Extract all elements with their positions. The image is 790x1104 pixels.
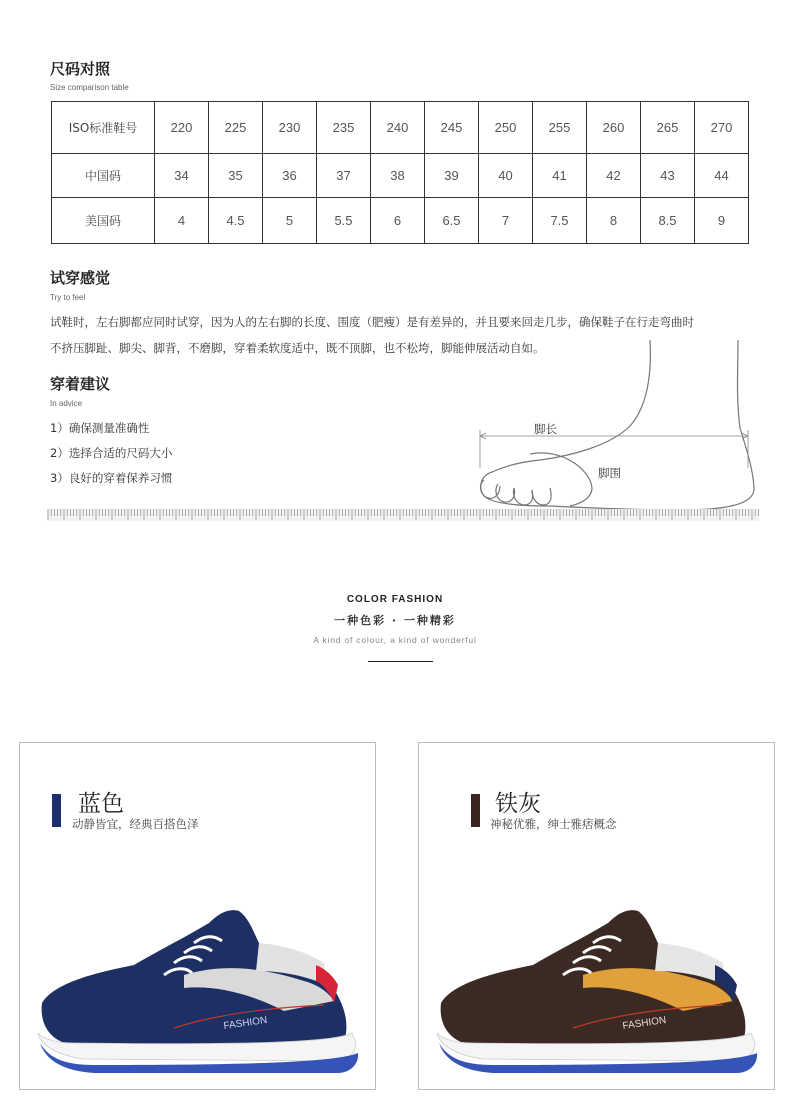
advice-item: 3）良好的穿着保养习惯 [50, 471, 173, 485]
table-cell: 240 [371, 102, 425, 154]
advice-section-subtitle: In advice [50, 399, 83, 408]
table-cell: 270 [695, 102, 749, 154]
table-cell: 38 [371, 154, 425, 198]
table-cell: 220 [155, 102, 209, 154]
table-cell: 35 [209, 154, 263, 198]
divider-line [368, 661, 433, 662]
table-cell: 43 [641, 154, 695, 198]
feel-paragraph-line-1: 试鞋时，左右脚都应同时试穿，因为人的左右脚的长度、围度（肥瘦）是有差异的，并且要来回走几步，确保鞋子在行走弯曲时 [50, 315, 694, 329]
feel-paragraph-line-2: 不挤压脚趾、脚尖、脚背，不磨脚，穿着柔软度适中，既不顶脚，也不松垮，脚能伸展活动自如。 [50, 341, 545, 355]
table-cell: 265 [641, 102, 695, 154]
table-cell: 36 [263, 154, 317, 198]
product-name: 蓝色 [78, 791, 124, 817]
table-cell: 6 [371, 198, 425, 244]
ruler-divider [47, 509, 759, 521]
advice-item: 2）选择合适的尺码大小 [50, 446, 173, 460]
table-cell: 225 [209, 102, 263, 154]
table-cell: 9 [695, 198, 749, 244]
row-label: 美国码 [52, 198, 155, 244]
feel-section-subtitle: Try to feel [50, 293, 86, 302]
foot-length-label: 脚长 [534, 422, 557, 436]
table-cell: 7 [479, 198, 533, 244]
product-desc: 神秘优雅，绅士雅痞概念 [490, 817, 617, 831]
table-cell: 44 [695, 154, 749, 198]
table-cell: 235 [317, 102, 371, 154]
table-cell: 40 [479, 154, 533, 198]
table-cell: 7.5 [533, 198, 587, 244]
table-cell: 6.5 [425, 198, 479, 244]
advice-item: 1）确保测量准确性 [50, 421, 150, 435]
color-fashion-en: A kind of colour, a kind of wonderful [313, 635, 477, 645]
feel-section-title: 试穿感觉 [50, 269, 111, 287]
table-cell: 230 [263, 102, 317, 154]
size-section-subtitle: Size comparison table [50, 83, 129, 92]
accent-bar [471, 794, 480, 827]
color-fashion-cn: 一种色彩 · 一种精彩 [334, 614, 456, 627]
table-cell: 8.5 [641, 198, 695, 244]
shoe-brand-text: FASHION [621, 1014, 667, 1032]
table-cell: 37 [317, 154, 371, 198]
table-cell: 250 [479, 102, 533, 154]
foot-girth-label: 脚围 [598, 466, 621, 480]
table-cell: 260 [587, 102, 641, 154]
accent-bar [52, 794, 61, 827]
row-label: ISO标准鞋号 [52, 102, 155, 154]
table-cell: 42 [587, 154, 641, 198]
advice-section-title: 穿着建议 [50, 375, 111, 393]
table-cell: 4 [155, 198, 209, 244]
table-row [52, 102, 749, 154]
table-cell: 5.5 [317, 198, 371, 244]
product-card-iron-grey[interactable] [418, 742, 775, 1090]
product-card-blue[interactable] [19, 742, 376, 1090]
color-fashion-title: COLOR FASHION [346, 594, 444, 605]
table-cell: 5 [263, 198, 317, 244]
size-table [51, 101, 749, 244]
table-row [52, 154, 749, 198]
table-cell: 41 [533, 154, 587, 198]
table-cell: 34 [155, 154, 209, 198]
table-cell: 255 [533, 102, 587, 154]
row-label: 中国码 [52, 154, 155, 198]
size-section-title: 尺码对照 [50, 60, 111, 78]
foot-measure-illustration [470, 338, 770, 523]
shoe-image-blue [34, 893, 364, 1083]
table-cell: 39 [425, 154, 479, 198]
product-name: 铁灰 [495, 791, 541, 817]
shoe-brand-text: FASHION [222, 1014, 268, 1032]
table-cell: 8 [587, 198, 641, 244]
table-cell: 4.5 [209, 198, 263, 244]
table-row [52, 198, 749, 244]
shoe-image-brown [433, 893, 763, 1083]
table-cell: 245 [425, 102, 479, 154]
product-desc: 动静皆宜，经典百搭色泽 [72, 817, 199, 831]
